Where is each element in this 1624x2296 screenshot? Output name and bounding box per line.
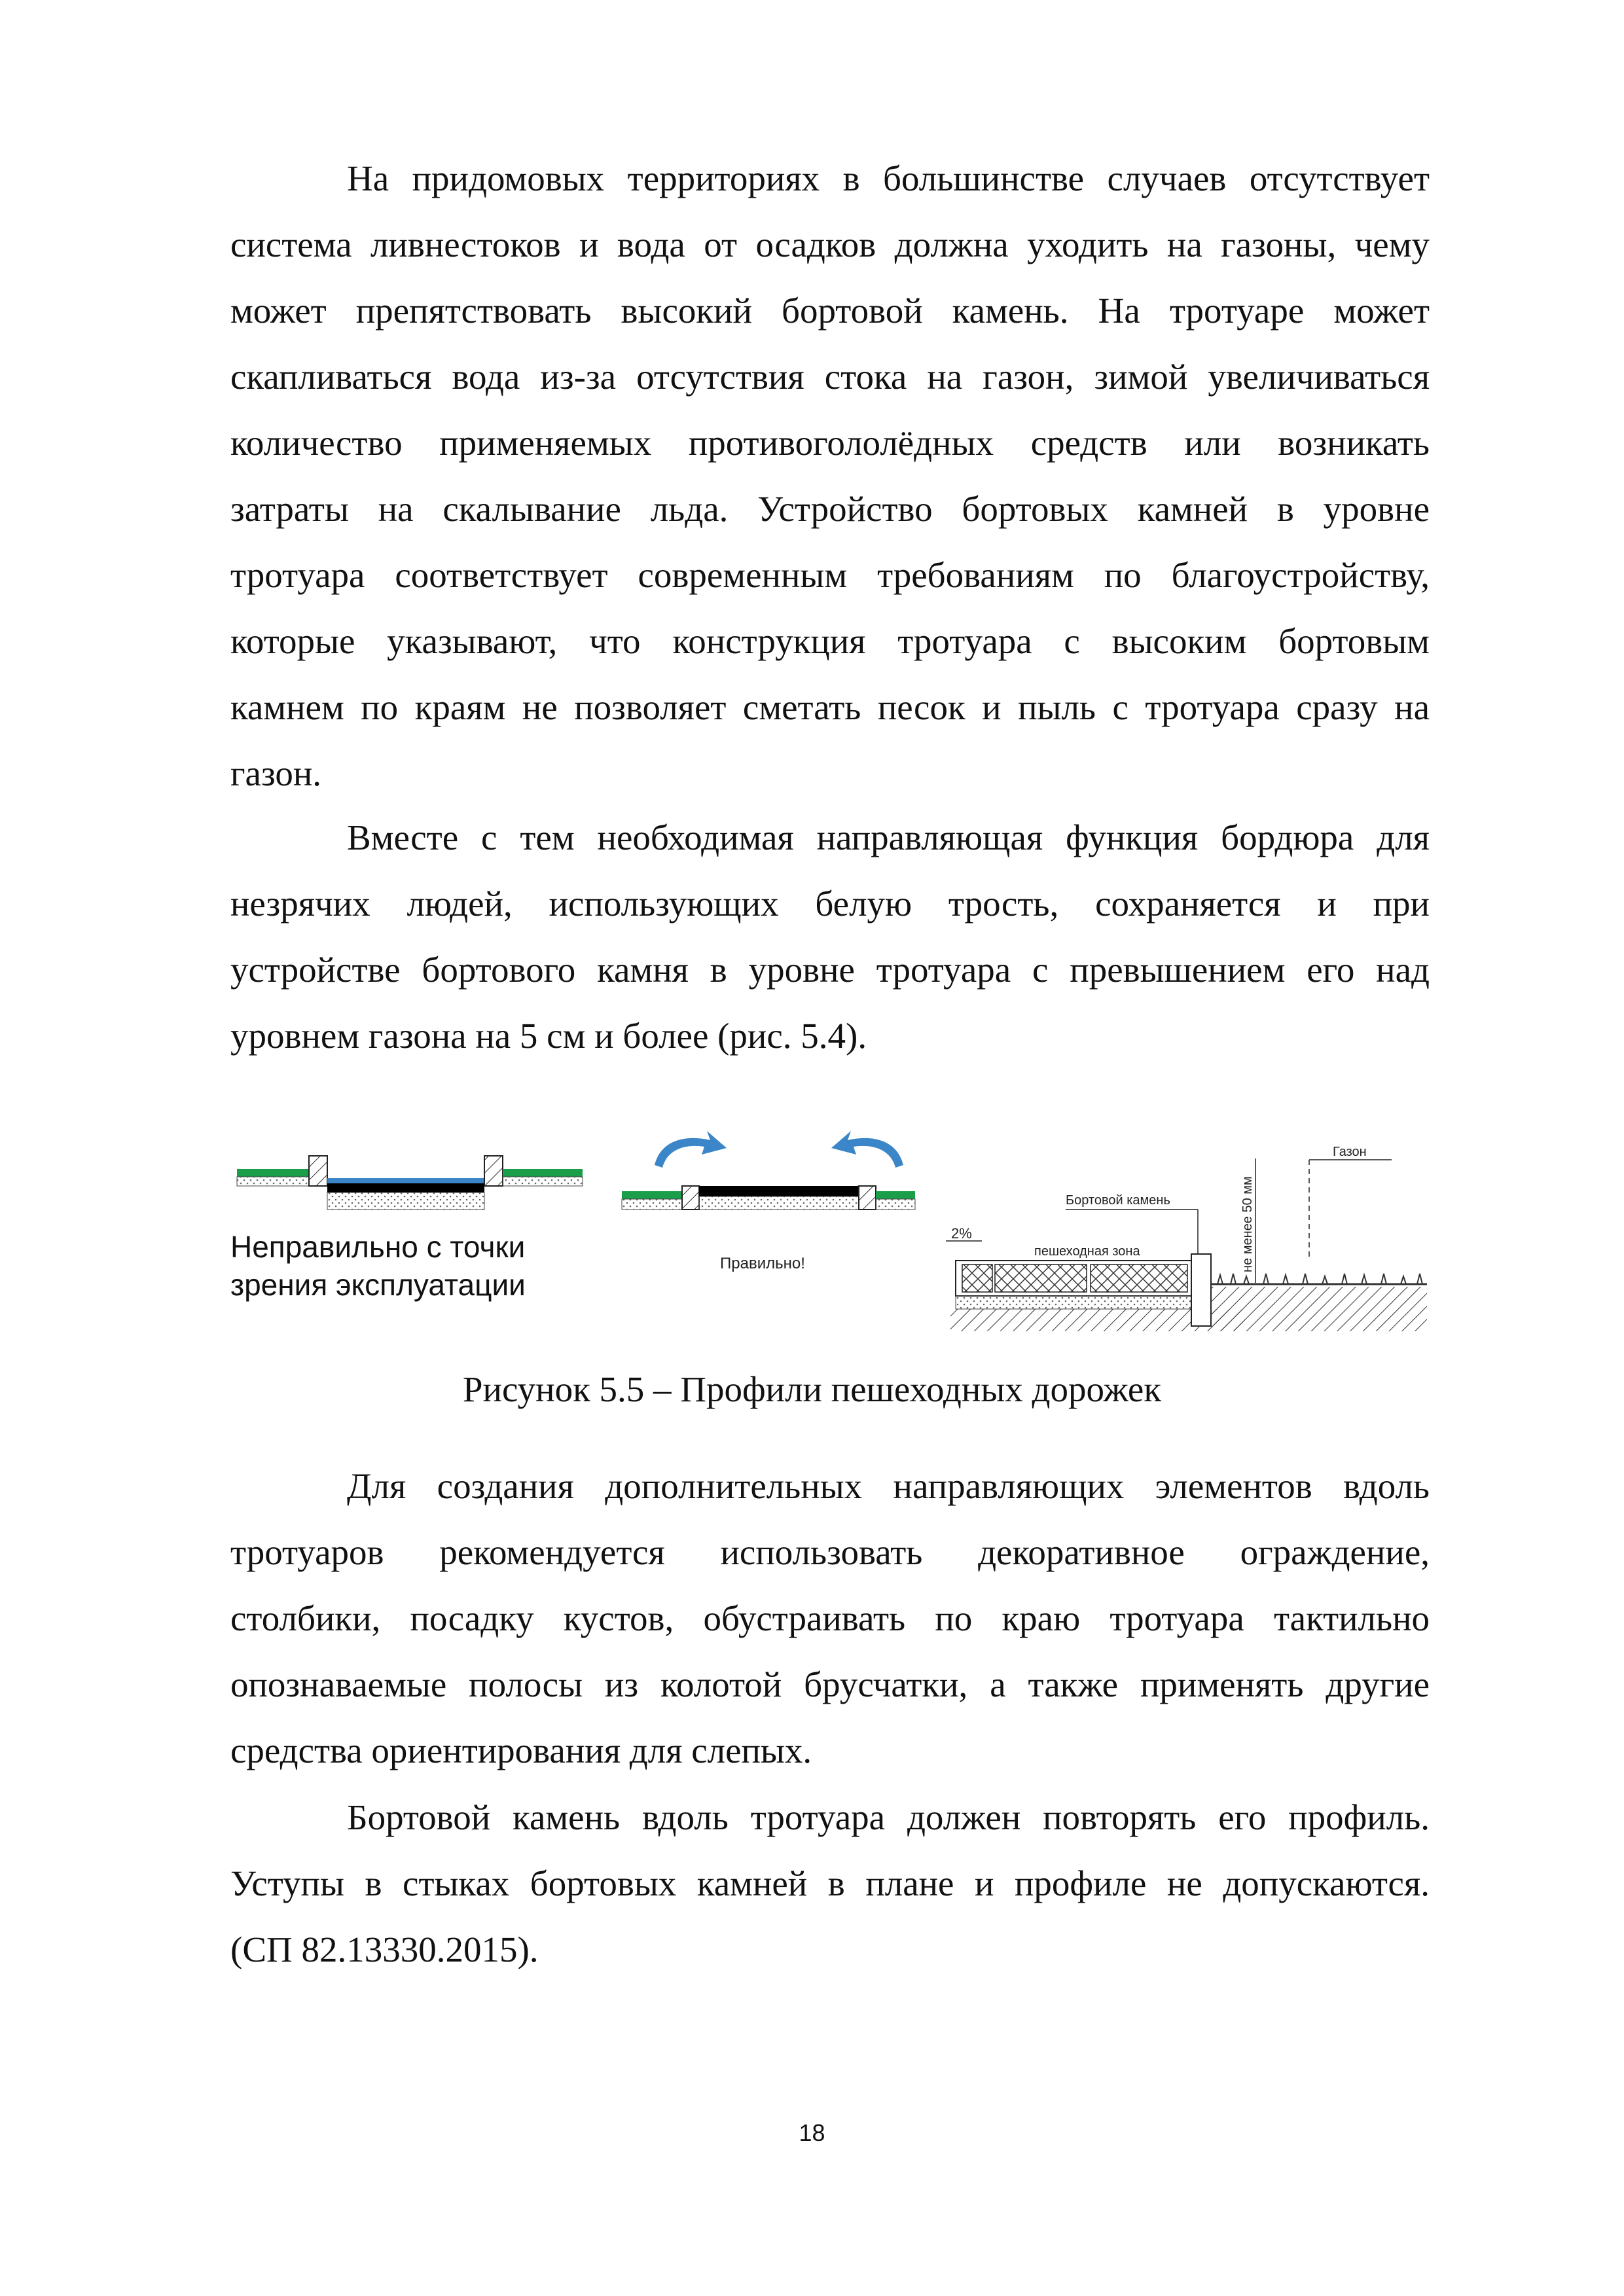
arrow-left-icon [655, 1131, 727, 1168]
slope-label: 2% [951, 1225, 972, 1242]
height-label: не менее 50 мм [1240, 1176, 1255, 1272]
water-layer [327, 1178, 484, 1183]
curb-label: Бортовой камень [1066, 1193, 1170, 1208]
figure-caption: Рисунок 5.5 – Профили пешеходных дорожек [462, 1369, 1162, 1409]
asphalt-layer-ok [699, 1186, 859, 1196]
grass-marks [1218, 1274, 1422, 1284]
paragraph-1 [230, 145, 1430, 806]
text-line: опознаваемые полосы из колотой брусчатки, а также применять другие [230, 1664, 1430, 1704]
text-line: газон. [230, 753, 322, 793]
text-line: скапливаться вода из-за отсутствия стока на газон, зимой увеличиваться [230, 357, 1430, 397]
text-line: незрячих людей, использующих белую трость, сохраняется и при [230, 884, 1430, 924]
text-line: тротуаров рекомендуется использовать декоративное ограждение, [230, 1532, 1430, 1572]
text-line: Для создания дополнительных направляющих элементов вдоль [347, 1466, 1430, 1506]
label-wrong-line-2: зрения эксплуатации [230, 1268, 526, 1302]
paragraph-3 [230, 1453, 1430, 1784]
curb-right-ok [859, 1186, 876, 1210]
curb-stone [1191, 1254, 1211, 1326]
lawn-strip-left [237, 1169, 309, 1177]
text-line: которые указывают, что конструкция тротуара с высоким бортовым [230, 621, 1430, 661]
text-line: Бортовой камень вдоль тротуара должен повторять его профиль. [347, 1797, 1430, 1837]
asphalt-layer [327, 1183, 484, 1193]
lawn-label: Газон [1333, 1145, 1367, 1159]
diagram-correct-profile [622, 1131, 915, 1272]
lawn-strip-right [503, 1169, 583, 1177]
text-line: На придомовых территориях в большинстве случаев отсутствует [347, 158, 1430, 198]
text-line: тротуара соответствует современным требованиям по благоустройству, [230, 555, 1430, 595]
paragraph-4 [230, 1784, 1430, 1982]
diagram-section [946, 1145, 1427, 1331]
curb-right [484, 1156, 503, 1186]
text-line: уровнем газона на 5 см и более (рис. 5.4). [230, 1016, 867, 1056]
page-number: 18 [799, 2119, 825, 2146]
label-correct: Правильно! [720, 1255, 805, 1272]
curb-left [309, 1156, 327, 1186]
ground-soil [1211, 1287, 1427, 1331]
diagram-wrong-profile [237, 1156, 583, 1210]
text-line: средства ориентирования для слепых. [230, 1731, 812, 1770]
text-line: Вместе с тем необходимая направляющая функция бордюра для [347, 817, 1430, 857]
text-line: устройстве бортового камня в уровне тротуара с превышением его над [230, 950, 1430, 990]
curb-left-ok [682, 1186, 699, 1210]
text-line: может препятствовать высокий бортовой камень. На тротуаре может [230, 291, 1430, 331]
figure-label-wrong [230, 1228, 526, 1304]
label-wrong-line-1: Неправильно с точки [230, 1230, 526, 1264]
lawn-strip-left-ok [622, 1191, 682, 1199]
text-line: столбики, посадку кустов, обустраивать по краю тротуара тактильно [230, 1598, 1430, 1638]
text-line: система ливнестоков и вода от осадков должна уходить на газоны, чему [230, 224, 1430, 264]
arrow-right-icon [831, 1131, 903, 1168]
text-line: Уступы в стыках бортовых камней в плане и профиле не допускаются. [230, 1863, 1430, 1903]
lawn-strip-right-ok [876, 1191, 915, 1199]
pedestrian-zone-label: пешеходная зона [1034, 1244, 1140, 1259]
text-line: затраты на скалывание льда. Устройство бортовых камней в уровне [230, 489, 1430, 529]
text-line: камнем по краям не позволяет сметать песок и пыль с тротуара сразу на [230, 687, 1430, 727]
text-line: количество применяемых противогололёдных средств или возникать [230, 423, 1430, 463]
paragraph-2 [230, 804, 1430, 1069]
text-line: (СП 82.13330.2015). [230, 1929, 539, 1969]
